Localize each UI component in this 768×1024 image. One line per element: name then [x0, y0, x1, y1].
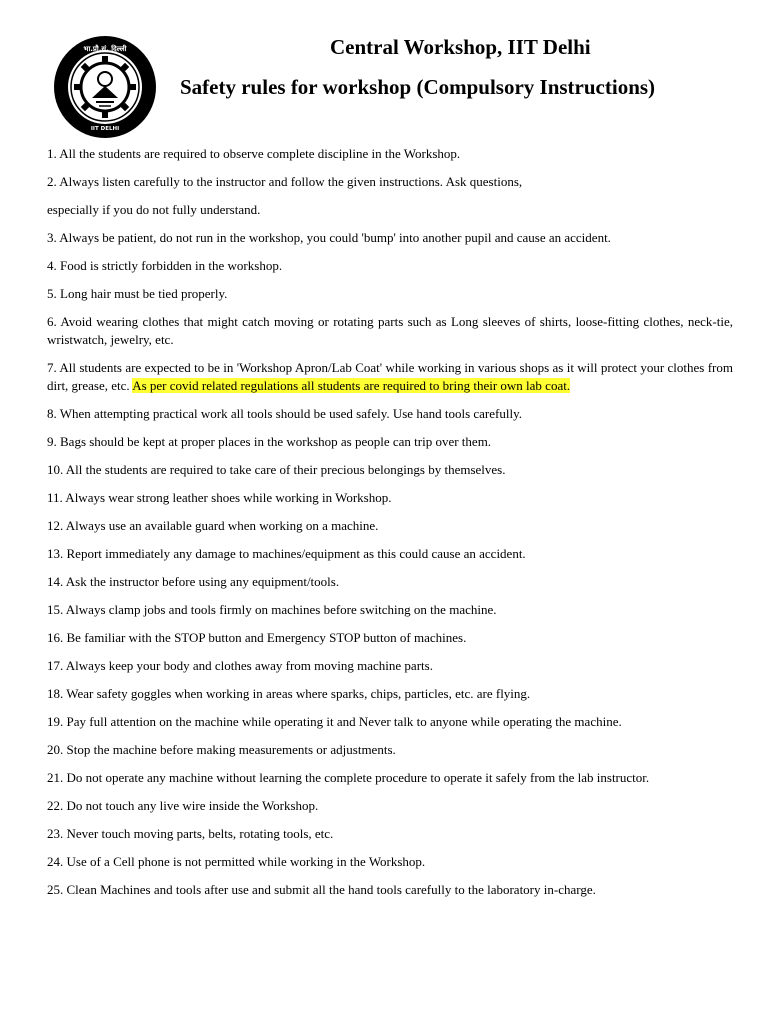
rule-13: 13. Report immediately any damage to machines/equipment as this could cause an accident.	[47, 546, 526, 561]
rule-17: 17. Always keep your body and clothes away from moving machine parts.	[47, 658, 433, 673]
rule-16: 16. Be familiar with the STOP button and Emergency STOP button of machines.	[47, 630, 467, 645]
rule-25: 25. Clean Machines and tools after use and submit all the hand tools carefully to the laboratory in-charge.	[47, 882, 596, 897]
rule-22: 22. Do not touch any live wire inside the Workshop.	[47, 798, 319, 813]
rule-7-text: 7. All students are expected to be in 'Workshop Apron/Lab Coat' while working in various shops as it will protect your clothes from dirt, grease, etc.	[47, 360, 733, 393]
svg-text:IIT DELHI: IIT DELHI	[90, 126, 120, 132]
svg-text:भा.प्रौ.सं. दिल्ली: भा.प्रौ.सं. दिल्ली	[83, 45, 127, 53]
rule-6: 6. Avoid wearing clothes that might catch moving or rotating parts such as Long sleeves of shirts, loose-fitting clothes, neck-tie, wristwatch, jewelry, etc.	[47, 314, 733, 347]
rule-7	[47, 359, 733, 395]
rule-14: 14. Ask the instructor before using any equipment/tools.	[47, 574, 340, 589]
rule-1: 1. All the students are required to observe complete discipline in the Workshop.	[47, 146, 461, 161]
rule-3: 3. Always be patient, do not run in the workshop, you could 'bump' into another pupil and cause an accident.	[47, 230, 611, 245]
page-subtitle: Safety rules for workshop (Compulsory Instructions)	[180, 75, 656, 99]
rule-2-continued: especially if you do not fully understand.	[47, 202, 261, 217]
rule-15: 15. Always clamp jobs and tools firmly on machines before switching on the machine.	[47, 602, 497, 617]
rule-19: 19. Pay full attention on the machine while operating it and Never talk to anyone while operating the machine.	[47, 714, 622, 729]
rule-11: 11. Always wear strong leather shoes while working in Workshop.	[47, 490, 392, 505]
rule-21: 21. Do not operate any machine without learning the complete procedure to operate it safely from the lab instructor.	[47, 770, 650, 785]
rule-24: 24. Use of a Cell phone is not permitted while working in the Workshop.	[47, 854, 426, 869]
rule-4: 4. Food is strictly forbidden in the workshop.	[47, 258, 283, 273]
rule-12: 12. Always use an available guard when working on a machine.	[47, 518, 379, 533]
rule-5: 5. Long hair must be tied properly.	[47, 286, 228, 301]
rules-list	[47, 145, 733, 909]
iit-delhi-emblem-icon	[52, 34, 158, 140]
rule-2: 2. Always listen carefully to the instructor and follow the given instructions. Ask questions,	[47, 174, 523, 189]
page-title: Central Workshop, IIT Delhi	[330, 35, 591, 59]
rule-9: 9. Bags should be kept at proper places in the workshop as people can trip over them.	[47, 434, 492, 449]
rule-8: 8. When attempting practical work all tools should be used safely. Use hand tools carefully.	[47, 406, 522, 421]
rule-18: 18. Wear safety goggles when working in areas where sparks, chips, particles, etc. are flying.	[47, 686, 531, 701]
rule-20: 20. Stop the machine before making measurements or adjustments.	[47, 742, 396, 757]
rule-23: 23. Never touch moving parts, belts, rotating tools, etc.	[47, 826, 334, 841]
rule-7-highlight: As per covid related regulations all students are required to bring their own lab coat.	[132, 378, 571, 393]
rule-10: 10. All the students are required to take care of their precious belongings by themselves.	[47, 462, 506, 477]
